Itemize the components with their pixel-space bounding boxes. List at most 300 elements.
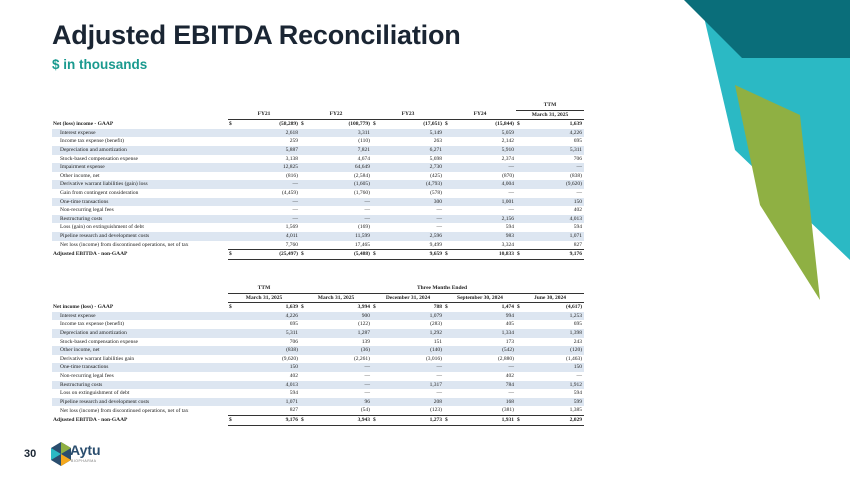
currency-symbol xyxy=(228,346,236,355)
row-label: One-time transactions xyxy=(52,198,228,207)
currency-symbol xyxy=(300,389,308,398)
value-cell: 4,004 xyxy=(452,180,516,189)
value-cell: 17,465 xyxy=(354,241,370,248)
value-cell: (122) xyxy=(358,321,370,328)
value-cell: 1,079 xyxy=(380,312,444,321)
row-label: Income tax expense (benefit) xyxy=(60,321,124,328)
currency-symbol xyxy=(228,381,236,390)
currency-symbol xyxy=(516,312,524,321)
table-row xyxy=(52,338,584,347)
value-cell: (3,016) xyxy=(425,355,442,362)
header-top-three-months: Three Months Ended xyxy=(300,284,584,293)
column-header: June 30, 2024 xyxy=(516,293,584,303)
row-label: Net income (loss) - GAAP xyxy=(53,303,114,310)
value-cell: 9,176 xyxy=(524,250,584,260)
currency-symbol xyxy=(300,241,308,250)
value-cell: 150 xyxy=(524,198,584,207)
currency-symbol: $ xyxy=(373,304,376,311)
row-label: Net (loss) income - GAAP xyxy=(53,120,114,127)
currency-symbol xyxy=(228,155,236,164)
currency-symbol xyxy=(228,355,236,364)
table-row xyxy=(52,146,584,155)
row-label: Stock-based compensation expense xyxy=(60,338,138,345)
column-header: March 31, 2025 xyxy=(228,293,300,303)
value-cell: 3,138 xyxy=(285,155,298,162)
currency-symbol xyxy=(300,223,308,232)
currency-symbol xyxy=(372,129,380,138)
value-cell: 599 xyxy=(524,398,584,407)
value-cell: (870) xyxy=(502,172,514,179)
row-label: Interest expense xyxy=(52,129,228,138)
value-cell: 3,943 xyxy=(308,415,372,425)
value-cell: (4,617) xyxy=(565,304,583,311)
currency-symbol xyxy=(516,389,524,398)
currency-symbol xyxy=(372,215,380,224)
value-cell: 7,760 xyxy=(285,241,298,248)
page-title: Adjusted EBITDA Reconciliation xyxy=(52,20,461,50)
currency-symbol xyxy=(516,146,524,155)
currency-symbol: $ xyxy=(300,250,308,260)
currency-symbol xyxy=(372,398,380,407)
column-header: December 31, 2024 xyxy=(372,293,444,303)
row-label: Net loss (income) from discontinued operations, net of tax xyxy=(60,407,189,414)
table-row xyxy=(52,312,584,321)
value-cell: 4,013 xyxy=(524,215,584,224)
currency-symbol xyxy=(516,363,524,372)
value-cell: 402 xyxy=(573,207,582,214)
table-row xyxy=(52,155,584,164)
currency-symbol xyxy=(516,223,524,232)
currency-symbol xyxy=(300,146,308,155)
currency-symbol: $ xyxy=(372,250,380,260)
currency-symbol: $ xyxy=(445,121,448,128)
row-label: Pipeline research and development costs xyxy=(52,232,228,241)
value-cell: 5,149 xyxy=(380,129,444,138)
currency-symbol xyxy=(516,180,524,189)
currency-symbol xyxy=(444,146,452,155)
row-label: Loss (gain) on extinguishment of debt xyxy=(60,224,144,231)
value-cell: — xyxy=(508,390,514,397)
value-cell: (140) xyxy=(380,346,444,355)
currency-symbol xyxy=(228,223,236,232)
currency-symbol xyxy=(444,329,452,338)
currency-symbol: $ xyxy=(517,304,520,311)
value-cell: 4,674 xyxy=(357,155,370,162)
currency-symbol xyxy=(300,189,308,198)
column-header: FY21 xyxy=(228,110,300,120)
currency-symbol xyxy=(228,406,236,415)
currency-symbol xyxy=(228,172,236,181)
value-cell: 7,821 xyxy=(308,146,372,155)
currency-symbol xyxy=(300,329,308,338)
value-cell: 827 xyxy=(289,407,298,414)
currency-symbol xyxy=(444,389,452,398)
table-row xyxy=(52,189,584,198)
currency-symbol xyxy=(444,406,452,415)
value-cell: 263 xyxy=(433,138,442,145)
currency-symbol xyxy=(516,189,524,198)
value-cell: — xyxy=(364,207,370,214)
value-cell: (123) xyxy=(430,407,442,414)
currency-symbol xyxy=(444,180,452,189)
value-cell: — xyxy=(576,189,582,196)
currency-symbol xyxy=(516,372,524,381)
currency-symbol: $ xyxy=(228,415,236,425)
currency-symbol xyxy=(372,206,380,215)
currency-symbol xyxy=(444,206,452,215)
currency-symbol xyxy=(300,320,308,329)
value-cell: — xyxy=(364,372,370,379)
currency-symbol xyxy=(444,355,452,364)
currency-symbol xyxy=(516,346,524,355)
currency-symbol xyxy=(300,215,308,224)
value-cell: 1,287 xyxy=(308,329,372,338)
currency-symbol xyxy=(300,180,308,189)
column-header: FY22 xyxy=(300,110,372,120)
table-row xyxy=(52,206,584,215)
currency-symbol xyxy=(444,232,452,241)
currency-symbol xyxy=(228,338,236,347)
row-label: Interest expense xyxy=(52,312,228,321)
value-cell: 139 xyxy=(361,338,370,345)
value-cell: 594 xyxy=(505,224,514,231)
currency-symbol xyxy=(228,163,236,172)
value-cell: 168 xyxy=(452,398,516,407)
row-label: Non-recurring legal fees xyxy=(60,207,114,214)
value-cell: 4,011 xyxy=(236,232,300,241)
value-cell: — xyxy=(236,215,300,224)
header-top-cell xyxy=(372,101,444,110)
currency-symbol xyxy=(228,372,236,381)
currency-symbol: $ xyxy=(517,121,520,128)
header-top-ttm: TTM xyxy=(228,284,300,293)
value-cell: 4,226 xyxy=(524,129,584,138)
value-cell: (2,880) xyxy=(497,355,514,362)
header-top-cell xyxy=(300,101,372,110)
brand-name: Aytu xyxy=(70,442,101,458)
currency-symbol xyxy=(444,241,452,250)
header-row-top xyxy=(52,101,584,110)
value-cell: 900 xyxy=(308,312,372,321)
currency-symbol xyxy=(372,338,380,347)
table-row xyxy=(52,329,584,338)
currency-symbol xyxy=(516,329,524,338)
table-row xyxy=(52,241,584,250)
row-label: Stock-based compensation expense xyxy=(60,155,138,162)
currency-symbol: $ xyxy=(516,415,524,425)
currency-symbol xyxy=(372,189,380,198)
table-row xyxy=(52,381,584,390)
value-cell: — xyxy=(436,372,442,379)
value-cell: 594 xyxy=(289,390,298,397)
value-cell: 1,071 xyxy=(524,232,584,241)
currency-symbol xyxy=(300,398,308,407)
currency-symbol xyxy=(372,355,380,364)
value-cell: 2,596 xyxy=(380,232,444,241)
value-cell: 1,292 xyxy=(380,329,444,338)
currency-symbol xyxy=(516,137,524,146)
value-cell: (58,289) xyxy=(279,121,298,128)
currency-symbol xyxy=(372,406,380,415)
table-row xyxy=(52,346,584,355)
value-cell: 2,374 xyxy=(501,155,514,162)
currency-symbol xyxy=(228,146,236,155)
currency-symbol xyxy=(228,312,236,321)
currency-symbol xyxy=(516,355,524,364)
currency-symbol xyxy=(228,398,236,407)
header-top-cell: TTM xyxy=(516,101,584,110)
currency-symbol xyxy=(444,189,452,198)
value-cell: — xyxy=(452,163,516,172)
table-row xyxy=(52,129,584,138)
value-cell: — xyxy=(576,372,583,379)
currency-symbol xyxy=(300,232,308,241)
value-cell: (25,497) xyxy=(236,250,300,260)
value-cell: — xyxy=(292,207,298,214)
currency-symbol xyxy=(516,320,524,329)
value-cell: 9,659 xyxy=(380,250,444,260)
value-cell: 2,618 xyxy=(236,129,300,138)
row-label: Other income, net xyxy=(60,172,100,179)
currency-symbol xyxy=(444,172,452,181)
currency-symbol xyxy=(444,198,452,207)
value-cell: — xyxy=(380,363,444,372)
value-cell: (5,488) xyxy=(308,250,372,260)
value-cell: 2,156 xyxy=(452,215,516,224)
value-cell: (838) xyxy=(236,346,300,355)
header-row-top xyxy=(52,284,584,293)
value-cell: (4,793) xyxy=(380,180,444,189)
column-header: FY24 xyxy=(444,110,516,120)
value-cell: (17,051) xyxy=(423,121,442,128)
currency-symbol xyxy=(516,129,524,138)
value-cell: 695 xyxy=(289,321,298,328)
row-label: Derivative warrant liabilities (gain) loss xyxy=(52,180,228,189)
header-top-cell xyxy=(228,101,300,110)
currency-symbol xyxy=(516,215,524,224)
value-cell: 784 xyxy=(452,381,516,390)
value-cell: — xyxy=(436,207,442,214)
value-cell: 695 xyxy=(573,138,582,145)
row-label: Income tax expense (benefit) xyxy=(60,138,124,145)
currency-symbol: $ xyxy=(372,415,380,425)
value-cell: 994 xyxy=(452,312,516,321)
currency-symbol xyxy=(516,172,524,181)
value-cell: (9,620) xyxy=(281,355,298,362)
value-cell: (425) xyxy=(430,172,442,179)
table-row xyxy=(52,137,584,146)
currency-symbol xyxy=(372,241,380,250)
currency-symbol xyxy=(228,189,236,198)
value-cell: 64,649 xyxy=(308,163,372,172)
value-cell: 6,271 xyxy=(380,146,444,155)
table-row xyxy=(52,372,584,381)
row-label: Depreciation and amortization xyxy=(52,146,228,155)
value-cell: (108,779) xyxy=(348,121,370,128)
row-label: Non-recurring legal fees xyxy=(60,372,114,379)
value-cell: (15,844) xyxy=(495,121,514,128)
currency-symbol xyxy=(372,363,380,372)
value-cell: 5,311 xyxy=(236,329,300,338)
ebitda-table-annual xyxy=(52,101,584,260)
currency-symbol xyxy=(372,172,380,181)
value-cell: (542) xyxy=(452,346,516,355)
currency-symbol xyxy=(444,129,452,138)
currency-symbol: $ xyxy=(228,250,236,260)
currency-symbol xyxy=(372,180,380,189)
currency-symbol xyxy=(444,363,452,372)
value-cell: 594 xyxy=(573,390,583,397)
currency-symbol: $ xyxy=(516,250,524,260)
value-cell: 151 xyxy=(433,338,442,345)
row-label: Adjusted EBITDA - non-GAAP xyxy=(53,251,128,258)
value-cell: 1,334 xyxy=(452,329,516,338)
value-cell: 1,273 xyxy=(380,415,444,425)
currency-symbol xyxy=(228,198,236,207)
currency-symbol xyxy=(228,241,236,250)
brand-tagline: BIOPHARMA xyxy=(71,459,97,463)
table-row xyxy=(52,389,584,398)
currency-symbol xyxy=(516,232,524,241)
currency-symbol xyxy=(372,346,380,355)
value-cell: 1,569 xyxy=(285,224,298,231)
currency-symbol xyxy=(372,381,380,390)
value-cell: 9,499 xyxy=(429,241,442,248)
currency-symbol xyxy=(444,215,452,224)
value-cell: 4,226 xyxy=(236,312,300,321)
header-spacer xyxy=(52,110,228,120)
value-cell: — xyxy=(308,381,372,390)
value-cell: 1,385 xyxy=(569,407,583,414)
value-cell: 300 xyxy=(380,198,444,207)
value-cell: 3,324 xyxy=(501,241,514,248)
value-cell: (1,605) xyxy=(308,180,372,189)
row-label: Other income, net xyxy=(52,346,228,355)
currency-symbol xyxy=(228,215,236,224)
table-row xyxy=(52,163,584,172)
currency-symbol xyxy=(372,372,380,381)
row-label: Adjusted EBITDA - non-GAAP xyxy=(53,416,128,423)
currency-symbol: $ xyxy=(301,304,304,311)
column-header: September 30, 2024 xyxy=(444,293,516,303)
page-subtitle: $ in thousands xyxy=(52,57,148,72)
row-label: Restructuring costs xyxy=(52,381,228,390)
value-cell: 11,599 xyxy=(308,232,372,241)
value-cell: 827 xyxy=(573,241,582,248)
value-cell: 3,994 xyxy=(357,304,370,311)
currency-symbol xyxy=(444,155,452,164)
value-cell: (36) xyxy=(308,346,372,355)
currency-symbol xyxy=(300,372,308,381)
currency-symbol xyxy=(300,206,308,215)
value-cell: — xyxy=(380,215,444,224)
column-header: March 31, 2025 xyxy=(300,293,372,303)
table-row xyxy=(52,180,584,189)
row-label: Depreciation and amortization xyxy=(52,329,228,338)
currency-symbol: $ xyxy=(444,250,452,260)
value-cell: 3,311 xyxy=(308,129,372,138)
table-row xyxy=(52,398,584,407)
table-row xyxy=(52,250,584,260)
currency-symbol: $ xyxy=(229,304,232,311)
currency-symbol xyxy=(300,355,308,364)
currency-symbol xyxy=(516,241,524,250)
table-row xyxy=(52,223,584,232)
value-cell: 150 xyxy=(524,363,584,372)
value-cell: 9,176 xyxy=(236,415,300,425)
value-cell: 1,001 xyxy=(452,198,516,207)
currency-symbol: $ xyxy=(300,415,308,425)
currency-symbol xyxy=(300,172,308,181)
currency-symbol xyxy=(300,406,308,415)
value-cell: 1,639 xyxy=(285,304,298,311)
value-cell: — xyxy=(508,189,514,196)
table-row xyxy=(52,303,584,312)
currency-symbol xyxy=(300,346,308,355)
row-label: One-time transactions xyxy=(52,363,228,372)
currency-symbol xyxy=(300,312,308,321)
currency-symbol xyxy=(372,137,380,146)
value-cell: (169) xyxy=(358,224,370,231)
value-cell: — xyxy=(364,390,370,397)
currency-symbol xyxy=(228,129,236,138)
value-cell: (9,620) xyxy=(524,180,584,189)
value-cell: 173 xyxy=(505,338,514,345)
value-cell: 96 xyxy=(308,398,372,407)
value-cell: 983 xyxy=(452,232,516,241)
currency-symbol xyxy=(228,389,236,398)
value-cell: 10,833 xyxy=(452,250,516,260)
value-cell: (816) xyxy=(286,172,298,179)
currency-symbol xyxy=(516,398,524,407)
value-cell: 1,474 xyxy=(501,304,514,311)
value-cell: (283) xyxy=(430,321,442,328)
value-cell: (1,463) xyxy=(565,355,583,362)
value-cell: 2,142 xyxy=(501,138,514,145)
value-cell: — xyxy=(308,215,372,224)
currency-symbol xyxy=(516,206,524,215)
currency-symbol xyxy=(372,155,380,164)
currency-symbol xyxy=(444,137,452,146)
value-cell: — xyxy=(308,198,372,207)
currency-symbol xyxy=(372,223,380,232)
header-spacer xyxy=(52,101,228,110)
value-cell: (578) xyxy=(430,189,442,196)
row-label: Impairment expense xyxy=(52,163,228,172)
currency-symbol xyxy=(228,329,236,338)
currency-symbol: $ xyxy=(301,121,304,128)
value-cell: — xyxy=(308,363,372,372)
currency-symbol xyxy=(300,137,308,146)
value-cell: 1,253 xyxy=(524,312,584,321)
row-label: Restructuring costs xyxy=(52,215,228,224)
value-cell: — xyxy=(452,363,516,372)
currency-symbol xyxy=(516,338,524,347)
currency-symbol xyxy=(372,163,380,172)
table-row xyxy=(52,406,584,415)
value-cell: 2,730 xyxy=(380,163,444,172)
table-row xyxy=(52,363,584,372)
currency-symbol xyxy=(228,232,236,241)
value-cell: 706 xyxy=(289,338,298,345)
value-cell: 1,912 xyxy=(524,381,584,390)
row-label: Derivative warrant liabilities gain xyxy=(60,355,135,362)
value-cell: 5,698 xyxy=(429,155,442,162)
value-cell: (4,459) xyxy=(281,189,298,196)
value-cell: 2,029 xyxy=(524,415,584,425)
table-row xyxy=(52,215,584,224)
table-row xyxy=(52,172,584,181)
